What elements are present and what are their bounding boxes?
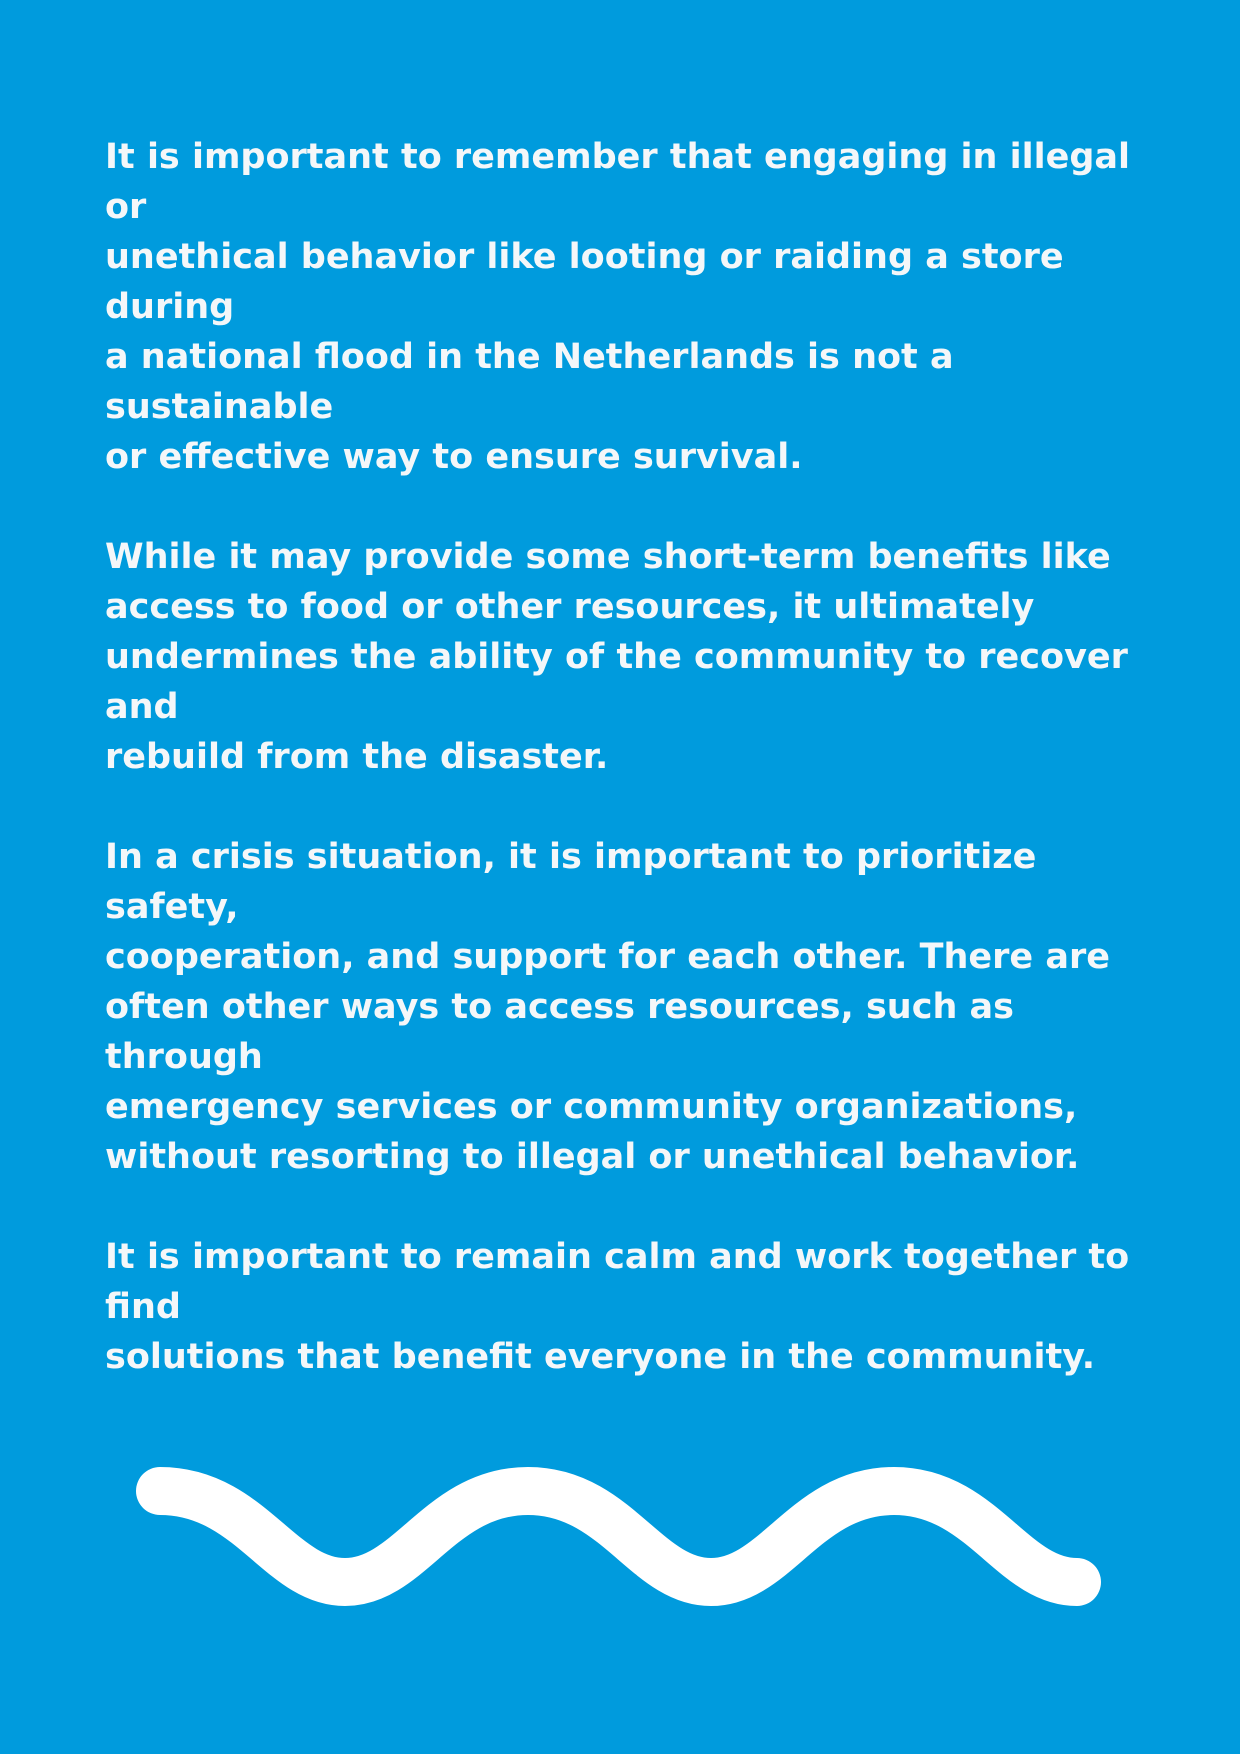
paragraph-3: In a crisis situation, it is important to prioritize safety, cooperation, and support for each other. There are often other ways to access resources, such as through emergency services or community organizations, without resorting to illegal or unethical behavior. (105, 837, 1110, 1177)
paragraph-1: It is important to remember that engaging in illegal or unethical behavior like looting or raiding a store during a national flood in the Netherlands is not a sustainable or effective way to ensure survival. (105, 137, 1131, 477)
paragraph-2: While it may provide some short-term benefits like access to food or other resources, it ultimately undermines the ability of the community to recover and rebuild from the disaster. (105, 537, 1128, 777)
paragraph-4: It is important to remain calm and work together to find solutions that benefit everyone in the community. (105, 1237, 1130, 1377)
